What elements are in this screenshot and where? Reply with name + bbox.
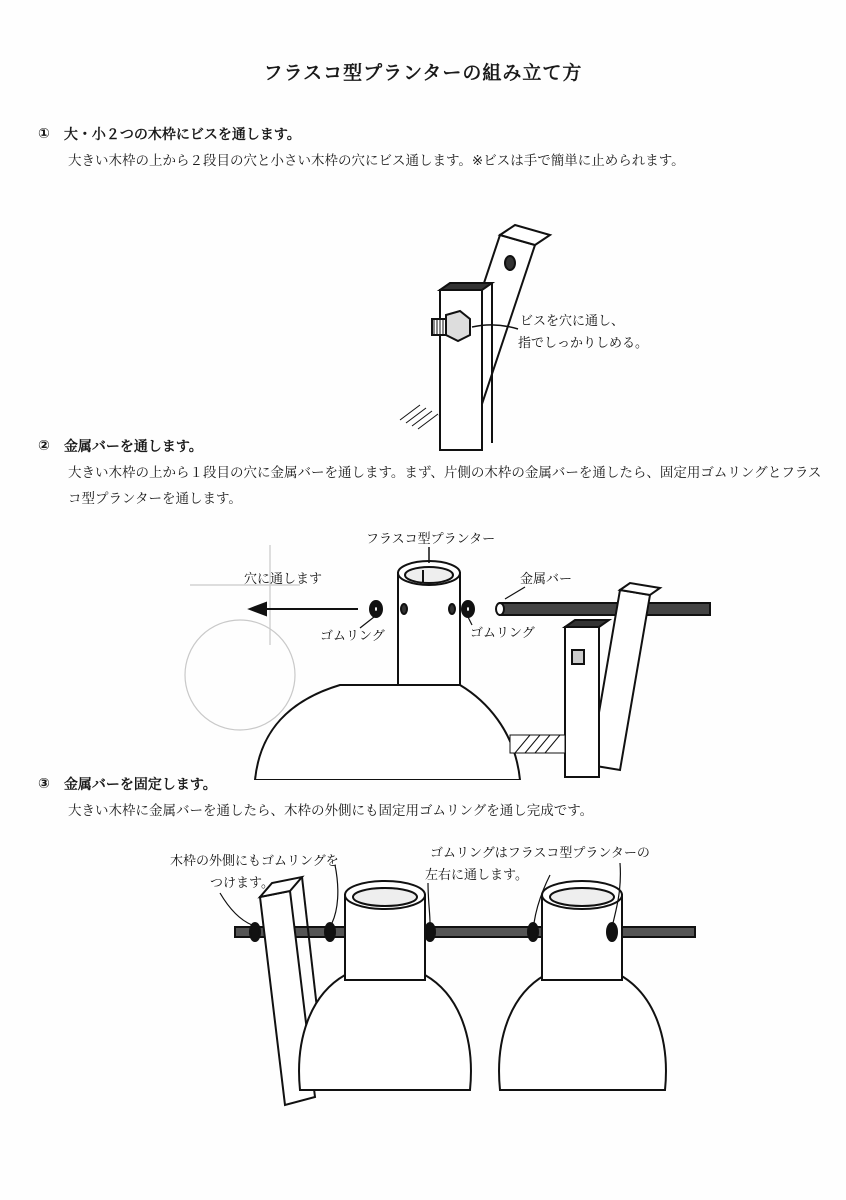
note-right-line-2: 左右に通します。 <box>425 868 528 883</box>
label-planter: フラスコ型プランター <box>366 532 496 547</box>
figure-2-metal-bar <box>180 525 720 780</box>
step-3 <box>38 774 828 824</box>
figure-1-bolt-frames <box>360 215 660 455</box>
step-description: 大きい木枠の上から１段目の穴に金属バーを通します。まず、片側の木枠の金属バーを通したら、固定用ゴムリングとフラスコ型プランターを通します。 <box>68 465 822 507</box>
step-number: ③ <box>38 776 50 792</box>
step-heading: 大・小２つの木枠にビスを通します。 <box>63 127 301 143</box>
note-right-line-1: ゴムリングはフラスコ型プランターの <box>430 846 650 861</box>
step-1 <box>38 124 828 174</box>
note-left-line-1: 木枠の外側にもゴムリングを <box>170 854 339 869</box>
step-description: 大きい木枠の上から２段目の穴と小さい木枠の穴にビス通します。※ビスは手で簡単に止められます。 <box>68 153 685 169</box>
label-rubber-left: ゴムリング <box>320 629 385 644</box>
page-title: フラスコ型プランターの組み立て方 <box>263 62 583 84</box>
label-rubber-right: ゴムリング <box>470 626 535 641</box>
step-number: ② <box>38 438 50 454</box>
label-through-hole: 穴に通します <box>244 572 323 587</box>
step-description: 大きい木枠に金属バーを通したら、木枠の外側にも固定用ゴムリングを通し完成です。 <box>68 803 594 819</box>
label-metal-bar: 金属バー <box>520 572 573 587</box>
step-heading: 金属バーを通します。 <box>63 439 203 455</box>
note-line-1: ビスを穴に通し、 <box>520 314 625 329</box>
figure-3-completed <box>160 835 720 1120</box>
step-heading: 金属バーを固定します。 <box>63 777 217 793</box>
note-line-2: 指でしっかりしめる。 <box>518 336 649 351</box>
step-2 <box>38 436 828 512</box>
note-left-line-2: つけます。 <box>210 876 274 891</box>
step-number: ① <box>38 126 50 142</box>
